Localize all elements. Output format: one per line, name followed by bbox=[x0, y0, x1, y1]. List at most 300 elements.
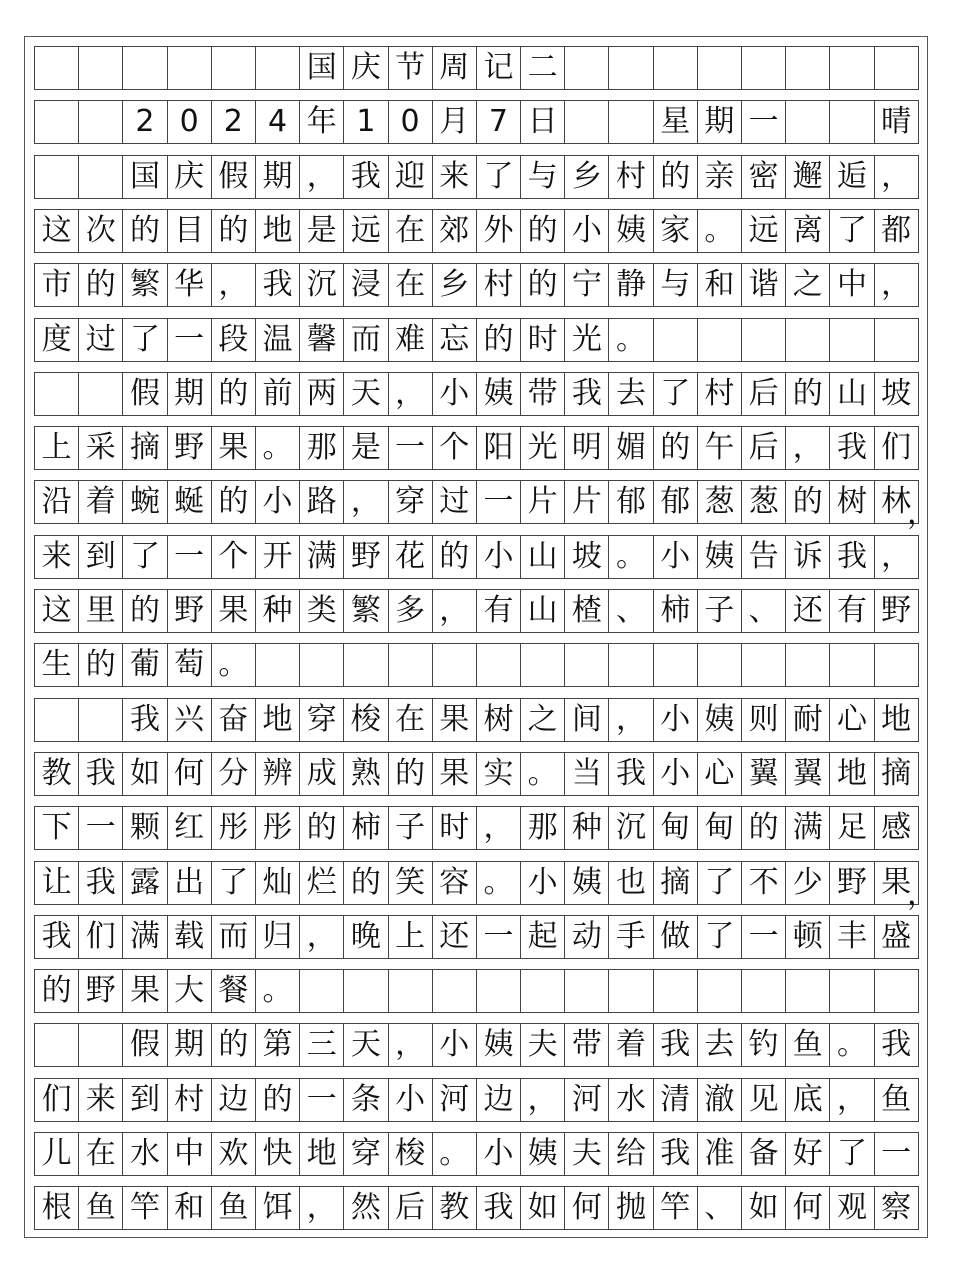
grid-cell: 村 bbox=[698, 372, 742, 416]
grid-cell: 了 bbox=[654, 372, 698, 416]
grid-cell: 顿 bbox=[786, 915, 830, 959]
grid-cell: 告 bbox=[742, 535, 786, 579]
grid-cell: 果 bbox=[433, 752, 477, 796]
grid-cell: 难 bbox=[389, 318, 433, 362]
grid-cell: 生 bbox=[35, 643, 79, 687]
grid-cell: 动 bbox=[565, 915, 609, 959]
grid-cell: 那 bbox=[300, 426, 344, 470]
grid-cell: 小 bbox=[389, 1078, 433, 1122]
grid-cell: 三 bbox=[300, 1023, 344, 1067]
grid-cell: 红 bbox=[168, 806, 212, 850]
grid-cell: 星 bbox=[654, 100, 698, 144]
grid-cell bbox=[521, 969, 565, 1013]
grid-cell: 树 bbox=[830, 480, 874, 524]
grid-cell bbox=[477, 643, 521, 687]
overflow-punctuation: ， bbox=[907, 876, 937, 912]
grid-row bbox=[34, 969, 919, 1013]
grid-cell bbox=[212, 46, 256, 90]
grid-cell: 国 bbox=[123, 155, 167, 199]
grid-row bbox=[34, 698, 919, 742]
grid-cell: 楂 bbox=[565, 589, 609, 633]
grid-cell: 还 bbox=[433, 915, 477, 959]
grid-cell: 之 bbox=[786, 263, 830, 307]
grid-cell: 我 bbox=[565, 372, 609, 416]
grid-row bbox=[34, 155, 919, 199]
grid-cell: 0 bbox=[168, 100, 212, 144]
grid-cell: 期 bbox=[168, 1023, 212, 1067]
grid-cell: 前 bbox=[256, 372, 300, 416]
grid-cell: 满 bbox=[123, 915, 167, 959]
grid-cell: 当 bbox=[565, 752, 609, 796]
grid-cell: 一 bbox=[168, 318, 212, 362]
grid-cell: 穿 bbox=[300, 698, 344, 742]
grid-cell: 野 bbox=[79, 969, 123, 1013]
grid-row bbox=[34, 318, 919, 362]
grid-cell: 彤 bbox=[256, 806, 300, 850]
grid-cell: 心 bbox=[698, 752, 742, 796]
grid-cell: 葡 bbox=[123, 643, 167, 687]
grid-cell: 一 bbox=[742, 915, 786, 959]
grid-cell: 萄 bbox=[168, 643, 212, 687]
grid-cell: ， bbox=[389, 372, 433, 416]
grid-cell: 种 bbox=[256, 589, 300, 633]
grid-cell: 教 bbox=[35, 752, 79, 796]
grid-cell bbox=[389, 969, 433, 1013]
grid-cell: 坡 bbox=[875, 372, 919, 416]
grid-cell bbox=[168, 46, 212, 90]
grid-cell bbox=[389, 643, 433, 687]
grid-cell: 华 bbox=[168, 263, 212, 307]
grid-cell: 的 bbox=[344, 861, 388, 905]
grid-cell: 媚 bbox=[609, 426, 653, 470]
grid-row bbox=[34, 535, 919, 579]
grid-row bbox=[34, 1078, 919, 1122]
grid-cell: 摘 bbox=[654, 861, 698, 905]
grid-cell: 坡 bbox=[565, 535, 609, 579]
grid-cell: 后 bbox=[742, 372, 786, 416]
grid-cell: 静 bbox=[609, 263, 653, 307]
grid-row bbox=[34, 100, 919, 144]
grid-cell: 果 bbox=[123, 969, 167, 1013]
grid-cell bbox=[35, 372, 79, 416]
grid-cell: 路 bbox=[300, 480, 344, 524]
grid-cell: 的 bbox=[654, 155, 698, 199]
grid-cell: 4 bbox=[256, 100, 300, 144]
grid-cell bbox=[786, 100, 830, 144]
grid-cell: 日 bbox=[521, 100, 565, 144]
grid-cell: 的 bbox=[654, 426, 698, 470]
grid-row bbox=[34, 643, 919, 687]
grid-cell bbox=[79, 46, 123, 90]
grid-cell: 实 bbox=[477, 752, 521, 796]
grid-cell: 之 bbox=[521, 698, 565, 742]
grid-cell: 后 bbox=[742, 426, 786, 470]
grid-cell bbox=[786, 318, 830, 362]
grid-cell: 带 bbox=[521, 372, 565, 416]
grid-cell: 少 bbox=[786, 861, 830, 905]
grid-cell: 郁 bbox=[654, 480, 698, 524]
grid-cell: 清 bbox=[654, 1078, 698, 1122]
grid-cell: 甸 bbox=[654, 806, 698, 850]
grid-cell: 柿 bbox=[344, 806, 388, 850]
grid-cell: 。 bbox=[256, 969, 300, 1013]
grid-cell: 山 bbox=[830, 372, 874, 416]
grid-cell: 一 bbox=[389, 426, 433, 470]
grid-cell: 姨 bbox=[477, 1023, 521, 1067]
grid-cell: 葱 bbox=[742, 480, 786, 524]
grid-cell: 带 bbox=[565, 1023, 609, 1067]
grid-cell: 儿 bbox=[35, 1132, 79, 1176]
grid-cell: 条 bbox=[344, 1078, 388, 1122]
grid-cell bbox=[786, 643, 830, 687]
grid-cell: 小 bbox=[654, 752, 698, 796]
grid-cell: 察 bbox=[875, 1186, 919, 1230]
grid-cell: ， bbox=[300, 1186, 344, 1230]
grid-cell: 成 bbox=[300, 752, 344, 796]
grid-cell: 姨 bbox=[477, 372, 521, 416]
grid-cell: 边 bbox=[212, 1078, 256, 1122]
grid-cell: 度 bbox=[35, 318, 79, 362]
grid-cell: 果 bbox=[212, 589, 256, 633]
grid-cell: 出 bbox=[168, 861, 212, 905]
grid-cell: 根 bbox=[35, 1186, 79, 1230]
grid-cell bbox=[565, 969, 609, 1013]
grid-cell: ， bbox=[300, 155, 344, 199]
grid-cell: 的 bbox=[123, 589, 167, 633]
grid-cell bbox=[609, 100, 653, 144]
grid-cell: 外 bbox=[477, 209, 521, 253]
grid-cell: 第 bbox=[256, 1023, 300, 1067]
grid-cell: 目 bbox=[168, 209, 212, 253]
grid-cell: 林 bbox=[875, 480, 919, 524]
grid-cell bbox=[35, 698, 79, 742]
grid-cell: ， bbox=[786, 426, 830, 470]
grid-cell: 小 bbox=[433, 1023, 477, 1067]
grid-cell: 笑 bbox=[389, 861, 433, 905]
grid-cell bbox=[875, 46, 919, 90]
grid-cell: 我 bbox=[830, 535, 874, 579]
grid-cell bbox=[742, 643, 786, 687]
grid-cell: 起 bbox=[521, 915, 565, 959]
grid-cell: 1 bbox=[344, 100, 388, 144]
grid-cell: 山 bbox=[521, 535, 565, 579]
grid-cell: 底 bbox=[786, 1078, 830, 1122]
grid-cell: 葱 bbox=[698, 480, 742, 524]
grid-cell: 足 bbox=[830, 806, 874, 850]
grid-cell: 有 bbox=[830, 589, 874, 633]
grid-cell: 过 bbox=[79, 318, 123, 362]
grid-cell: 小 bbox=[565, 209, 609, 253]
grid-cell bbox=[830, 100, 874, 144]
grid-row bbox=[34, 372, 919, 416]
grid-cell: 密 bbox=[742, 155, 786, 199]
grid-cell: 小 bbox=[256, 480, 300, 524]
grid-cell bbox=[123, 46, 167, 90]
grid-cell: 小 bbox=[521, 861, 565, 905]
grid-row bbox=[34, 589, 919, 633]
grid-row bbox=[34, 915, 919, 959]
grid-cell: ， bbox=[521, 1078, 565, 1122]
grid-cell: 、 bbox=[609, 589, 653, 633]
grid-cell bbox=[830, 969, 874, 1013]
grid-cell: 姨 bbox=[698, 698, 742, 742]
grid-cell: 何 bbox=[565, 1186, 609, 1230]
grid-cell: 假 bbox=[123, 1023, 167, 1067]
grid-cell: 的 bbox=[521, 263, 565, 307]
grid-cell: 了 bbox=[123, 318, 167, 362]
grid-cell: 二 bbox=[521, 46, 565, 90]
grid-cell: 让 bbox=[35, 861, 79, 905]
grid-cell bbox=[830, 318, 874, 362]
grid-cell: 竿 bbox=[123, 1186, 167, 1230]
grid-cell: 夫 bbox=[521, 1023, 565, 1067]
grid-cell: 时 bbox=[433, 806, 477, 850]
grid-cell: 过 bbox=[433, 480, 477, 524]
grid-cell: 钓 bbox=[742, 1023, 786, 1067]
grid-cell: 去 bbox=[698, 1023, 742, 1067]
grid-cell bbox=[79, 100, 123, 144]
grid-cell: 着 bbox=[79, 480, 123, 524]
grid-cell: 的 bbox=[786, 480, 830, 524]
grid-cell: ， bbox=[477, 806, 521, 850]
grid-cell: 不 bbox=[742, 861, 786, 905]
grid-cell: 则 bbox=[742, 698, 786, 742]
grid-cell: 大 bbox=[168, 969, 212, 1013]
grid-cell: 多 bbox=[389, 589, 433, 633]
grid-cell: 鱼 bbox=[875, 1078, 919, 1122]
grid-cell bbox=[35, 1023, 79, 1067]
grid-cell bbox=[344, 969, 388, 1013]
grid-cell: 片 bbox=[521, 480, 565, 524]
grid-cell: 载 bbox=[168, 915, 212, 959]
grid-cell: 灿 bbox=[256, 861, 300, 905]
grid-cell: 繁 bbox=[123, 263, 167, 307]
grid-cell bbox=[742, 318, 786, 362]
grid-cell: ， bbox=[830, 1078, 874, 1122]
grid-cell: 天 bbox=[344, 1023, 388, 1067]
grid-cell: 到 bbox=[79, 535, 123, 579]
grid-cell: 小 bbox=[477, 535, 521, 579]
grid-cell: 郊 bbox=[433, 209, 477, 253]
grid-cell: 的 bbox=[256, 1078, 300, 1122]
grid-cell bbox=[742, 969, 786, 1013]
grid-cell: 和 bbox=[698, 263, 742, 307]
grid-cell: 诉 bbox=[786, 535, 830, 579]
grid-cell: 的 bbox=[79, 263, 123, 307]
grid-cell: 姨 bbox=[521, 1132, 565, 1176]
grid-cell bbox=[565, 643, 609, 687]
grid-cell: 采 bbox=[79, 426, 123, 470]
grid-cell: 间 bbox=[565, 698, 609, 742]
grid-cell: 段 bbox=[212, 318, 256, 362]
grid-cell: 浸 bbox=[344, 263, 388, 307]
grid-cell: 是 bbox=[300, 209, 344, 253]
grid-cell: 子 bbox=[698, 589, 742, 633]
grid-cell bbox=[79, 155, 123, 199]
grid-cell: 晴 bbox=[875, 100, 919, 144]
grid-cell: 期 bbox=[256, 155, 300, 199]
grid-cell: 摘 bbox=[875, 752, 919, 796]
grid-cell: 来 bbox=[35, 535, 79, 579]
grid-cell: 。 bbox=[212, 643, 256, 687]
grid-cell: 假 bbox=[123, 372, 167, 416]
grid-cell: 在 bbox=[389, 263, 433, 307]
grid-cell: 了 bbox=[698, 915, 742, 959]
grid-cell: 我 bbox=[830, 426, 874, 470]
grid-cell: 竿 bbox=[654, 1186, 698, 1230]
grid-cell: 见 bbox=[742, 1078, 786, 1122]
grid-cell: 里 bbox=[79, 589, 123, 633]
grid-cell: 河 bbox=[433, 1078, 477, 1122]
grid-cell: 了 bbox=[830, 1132, 874, 1176]
grid-cell: 一 bbox=[79, 806, 123, 850]
grid-cell: 小 bbox=[654, 535, 698, 579]
grid-cell: 上 bbox=[35, 426, 79, 470]
grid-cell: 树 bbox=[477, 698, 521, 742]
grid-cell: 子 bbox=[389, 806, 433, 850]
grid-cell: 着 bbox=[609, 1023, 653, 1067]
grid-cell: 个 bbox=[212, 535, 256, 579]
grid-cell: ， bbox=[609, 698, 653, 742]
grid-cell: 我 bbox=[654, 1132, 698, 1176]
grid-cell: 那 bbox=[521, 806, 565, 850]
grid-cell: 观 bbox=[830, 1186, 874, 1230]
grid-cell: 乡 bbox=[565, 155, 609, 199]
grid-cell bbox=[698, 969, 742, 1013]
grid-cell: 我 bbox=[256, 263, 300, 307]
grid-cell: 光 bbox=[521, 426, 565, 470]
grid-cell: 地 bbox=[300, 1132, 344, 1176]
grid-row bbox=[34, 480, 937, 532]
grid-cell: 备 bbox=[742, 1132, 786, 1176]
grid-cell bbox=[875, 643, 919, 687]
grid-cell: 温 bbox=[256, 318, 300, 362]
grid-cell: 的 bbox=[786, 372, 830, 416]
overflow-punctuation: ， bbox=[907, 496, 937, 532]
grid-cell bbox=[256, 46, 300, 90]
grid-cell: 做 bbox=[654, 915, 698, 959]
grid-row bbox=[34, 209, 919, 253]
grid-cell: 水 bbox=[123, 1132, 167, 1176]
grid-row bbox=[34, 263, 919, 307]
grid-cell: 的 bbox=[521, 209, 565, 253]
grid-cell: 抛 bbox=[609, 1186, 653, 1230]
grid-cell: 的 bbox=[212, 480, 256, 524]
grid-cell: 月 bbox=[433, 100, 477, 144]
grid-cell: 穿 bbox=[344, 1132, 388, 1176]
grid-cell: 梭 bbox=[344, 698, 388, 742]
grid-cell: 2 bbox=[123, 100, 167, 144]
grid-cell: 何 bbox=[786, 1186, 830, 1230]
grid-cell: 准 bbox=[698, 1132, 742, 1176]
grid-cell: 了 bbox=[698, 861, 742, 905]
grid-cell: ， bbox=[875, 535, 919, 579]
grid-cell: 的 bbox=[212, 372, 256, 416]
grid-cell: 村 bbox=[477, 263, 521, 307]
grid-cell: 一 bbox=[875, 1132, 919, 1176]
grid-cell: 边 bbox=[477, 1078, 521, 1122]
grid-cell: 午 bbox=[698, 426, 742, 470]
grid-cell: 。 bbox=[830, 1023, 874, 1067]
grid-cell: 也 bbox=[609, 861, 653, 905]
grid-cell: 山 bbox=[521, 589, 565, 633]
grid-cell: 的 bbox=[433, 535, 477, 579]
grid-cell: 奋 bbox=[212, 698, 256, 742]
grid-cell: 记 bbox=[477, 46, 521, 90]
grid-cell: 迎 bbox=[389, 155, 433, 199]
grid-cell bbox=[830, 46, 874, 90]
grid-cell: 欢 bbox=[212, 1132, 256, 1176]
grid-cell: 辨 bbox=[256, 752, 300, 796]
grid-cell bbox=[654, 969, 698, 1013]
grid-cell: 野 bbox=[830, 861, 874, 905]
grid-cell: 庆 bbox=[168, 155, 212, 199]
grid-cell bbox=[654, 46, 698, 90]
grid-cell: 给 bbox=[609, 1132, 653, 1176]
grid-cell: 的 bbox=[35, 969, 79, 1013]
grid-cell: 我 bbox=[609, 752, 653, 796]
grid-cell: 7 bbox=[477, 100, 521, 144]
grid-cell bbox=[609, 46, 653, 90]
grid-cell: 柿 bbox=[654, 589, 698, 633]
grid-cell: 和 bbox=[168, 1186, 212, 1230]
grid-cell: 一 bbox=[742, 100, 786, 144]
grid-cell: 满 bbox=[786, 806, 830, 850]
grid-row bbox=[34, 46, 919, 90]
grid-cell: 是 bbox=[344, 426, 388, 470]
grid-cell bbox=[830, 643, 874, 687]
grid-cell: 餐 bbox=[212, 969, 256, 1013]
grid-cell: 去 bbox=[609, 372, 653, 416]
grid-cell: 翼 bbox=[742, 752, 786, 796]
grid-cell bbox=[565, 46, 609, 90]
grid-cell: 满 bbox=[300, 535, 344, 579]
grid-cell bbox=[609, 643, 653, 687]
grid-cell: 、 bbox=[698, 1186, 742, 1230]
grid-cell bbox=[654, 318, 698, 362]
grid-cell: 。 bbox=[433, 1132, 477, 1176]
grid-cell: 类 bbox=[300, 589, 344, 633]
grid-cell: 乡 bbox=[433, 263, 477, 307]
grid-cell: 地 bbox=[830, 752, 874, 796]
grid-cell: 两 bbox=[300, 372, 344, 416]
grid-cell: 感 bbox=[875, 806, 919, 850]
grid-cell: 一 bbox=[477, 915, 521, 959]
grid-cell: 。 bbox=[256, 426, 300, 470]
grid-cell: 一 bbox=[300, 1078, 344, 1122]
grid-cell: ， bbox=[433, 589, 477, 633]
grid-cell: 下 bbox=[35, 806, 79, 850]
grid-cell bbox=[698, 46, 742, 90]
grid-cell: 有 bbox=[477, 589, 521, 633]
grid-cell: 。 bbox=[609, 535, 653, 579]
grid-cell: 这 bbox=[35, 209, 79, 253]
grid-cell: 果 bbox=[875, 861, 919, 905]
grid-cell: 地 bbox=[875, 698, 919, 742]
grid-cell: 教 bbox=[433, 1186, 477, 1230]
grid-cell: 了 bbox=[123, 535, 167, 579]
grid-cell: 个 bbox=[433, 426, 477, 470]
grid-row bbox=[34, 752, 919, 796]
grid-cell: 花 bbox=[389, 535, 433, 579]
grid-cell: 繁 bbox=[344, 589, 388, 633]
grid-cell: 我 bbox=[35, 915, 79, 959]
grid-cell: ， bbox=[300, 915, 344, 959]
grid-cell: 颗 bbox=[123, 806, 167, 850]
grid-cell bbox=[35, 46, 79, 90]
grid-cell: 开 bbox=[256, 535, 300, 579]
grid-cell: 周 bbox=[433, 46, 477, 90]
